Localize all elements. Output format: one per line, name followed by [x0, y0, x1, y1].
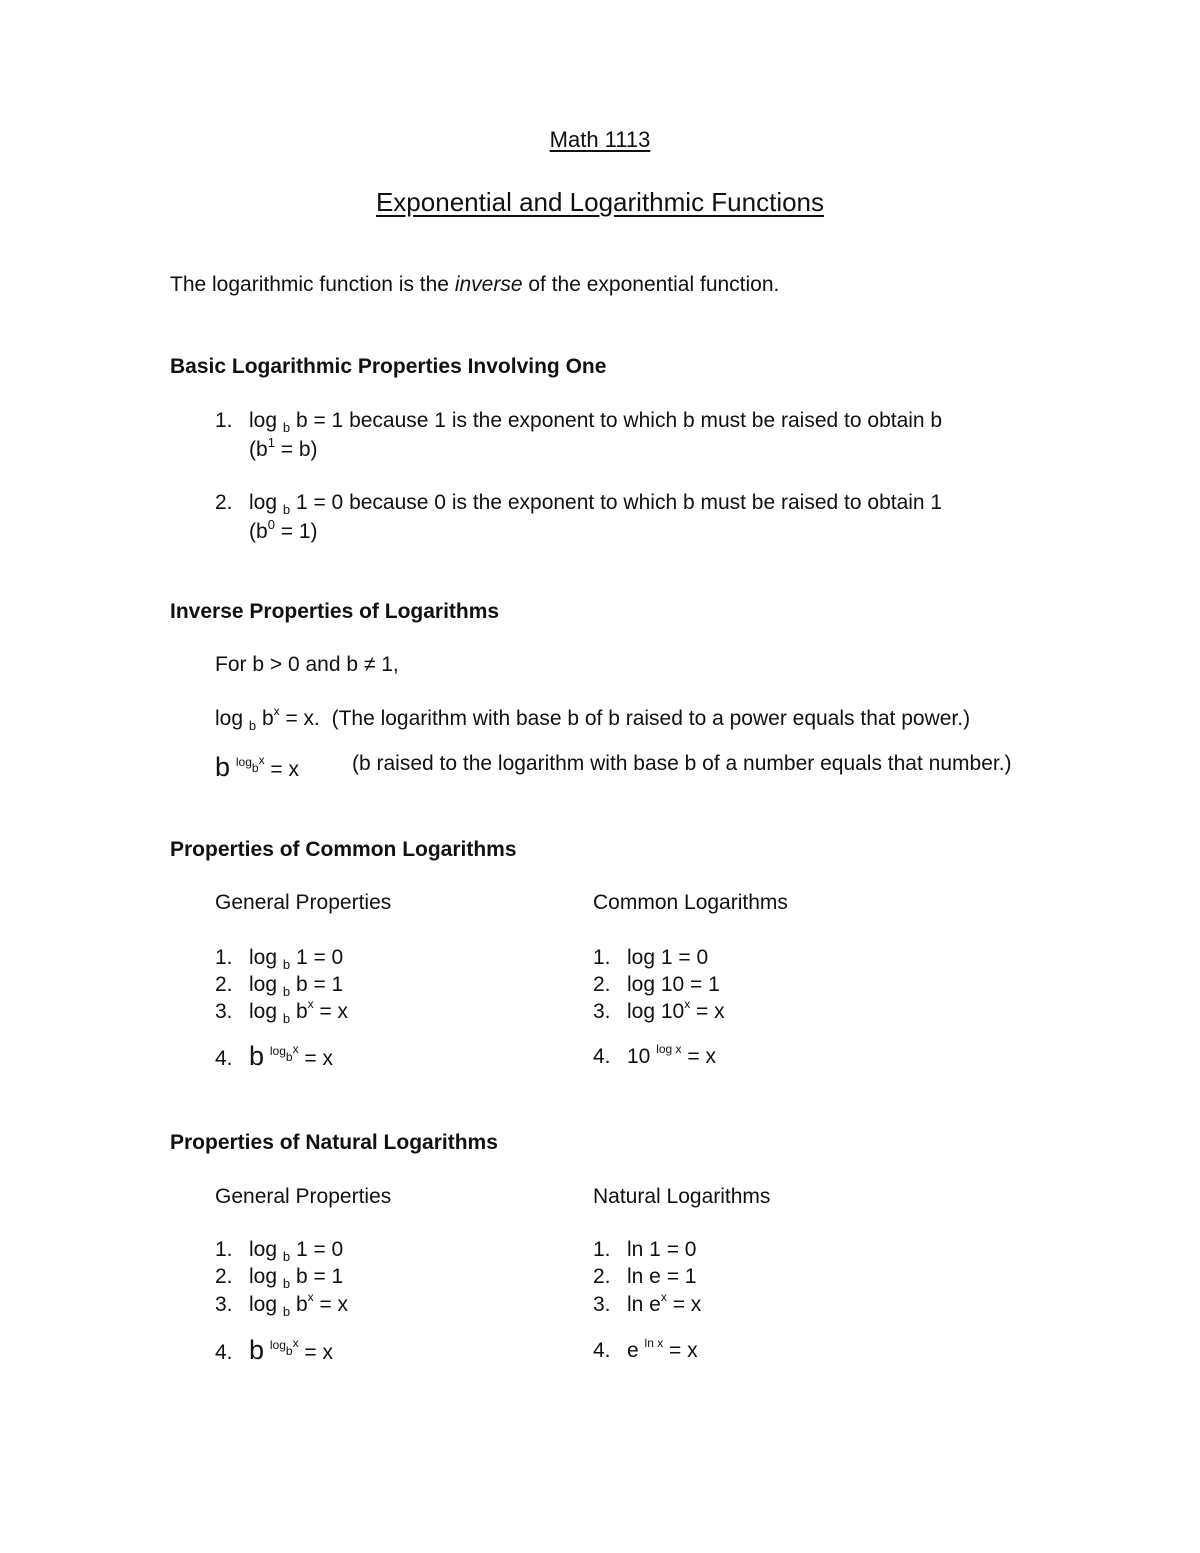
- item-number: 2.: [215, 491, 233, 514]
- natural-left-heading: General Properties: [215, 1185, 392, 1208]
- power-base: b: [249, 1041, 265, 1071]
- natural-log-item-1: [593, 1238, 696, 1262]
- common-general-item-3: [215, 997, 349, 1026]
- item-text: 1 = 0: [290, 1238, 344, 1261]
- log-label: log: [249, 973, 278, 996]
- natural-general-item-3: [215, 1290, 349, 1319]
- item-text: b = 1: [290, 973, 344, 996]
- section-heading-basic: Basic Logarithmic Properties Involving One: [170, 355, 607, 378]
- intro-text-end: of the exponential function.: [522, 273, 780, 296]
- common-log-item-3: [593, 997, 725, 1024]
- common-log-item-1: [593, 946, 708, 970]
- log-base: b: [282, 502, 291, 517]
- item-text: ln e: [627, 1293, 661, 1316]
- item-tail: = x: [313, 1000, 349, 1023]
- log-label: log: [249, 1000, 278, 1023]
- item-text: 10: [627, 1045, 651, 1068]
- section-heading-natural: Properties of Natural Logarithms: [170, 1131, 498, 1154]
- item-text: b: [290, 1000, 308, 1023]
- power-exponent: x: [273, 704, 280, 718]
- common-left-heading: General Properties: [215, 891, 392, 914]
- section-heading-common: Properties of Common Logarithms: [170, 838, 517, 861]
- exponent-log-base: b: [285, 1050, 293, 1064]
- common-general-item-1: [215, 946, 343, 970]
- item-number: 1.: [593, 1238, 611, 1261]
- exponent-x: x: [292, 1042, 299, 1056]
- item-number: 2.: [593, 973, 611, 996]
- log-label: log: [249, 946, 278, 969]
- item-number: 2.: [215, 973, 233, 996]
- item-number: 4.: [215, 1047, 233, 1070]
- item-number: 2.: [215, 1265, 233, 1288]
- item-tail: = x: [666, 1293, 702, 1316]
- log-label: log: [249, 491, 278, 514]
- item-number: 4.: [593, 1045, 611, 1068]
- basic-item-2-example: [249, 517, 318, 544]
- exponent-x: x: [292, 1336, 299, 1350]
- inverse-property-1: [215, 704, 971, 733]
- log-base: b: [282, 984, 291, 999]
- equation-result: = x: [298, 1047, 334, 1070]
- equation-result: = x.: [279, 707, 320, 730]
- item-number: 4.: [215, 1341, 233, 1364]
- exponent-x: x: [258, 753, 265, 767]
- item-text: log 1 = 0: [627, 946, 709, 969]
- basic-item-1-example: [249, 435, 318, 462]
- natural-log-item-4: [593, 1336, 698, 1363]
- common-general-item-4: [215, 1041, 333, 1072]
- example-result: = b): [274, 438, 318, 461]
- common-log-item-4: [593, 1042, 716, 1069]
- inverse-condition: For b > 0 and b ≠ 1,: [215, 653, 399, 676]
- item-tail: = x: [681, 1045, 716, 1068]
- natural-general-item-2: [215, 1265, 343, 1289]
- intro-text-start: The logarithmic function is the: [170, 273, 455, 296]
- item-exponent: x: [684, 997, 691, 1011]
- property-note: (The logarithm with base b of b raised to a power equals that power.): [331, 707, 971, 730]
- item-text: e: [627, 1339, 639, 1362]
- log-base: b: [282, 957, 291, 972]
- example-base: (b: [249, 438, 268, 461]
- equation-result: = x: [298, 1341, 334, 1364]
- item-exponent: x: [307, 1290, 314, 1304]
- item-text: log 10 = 1: [627, 973, 720, 996]
- item-tail: = x: [313, 1293, 349, 1316]
- common-log-item-2: [593, 973, 720, 997]
- item-text: ln 1 = 0: [627, 1238, 697, 1261]
- item-exponent: x: [660, 1290, 667, 1304]
- common-general-item-2: [215, 973, 343, 997]
- power-base: b: [249, 1335, 265, 1365]
- item-exponent: log x: [656, 1042, 682, 1056]
- item-text: 1 = 0 because 0 is the exponent to which b must be raised to obtain 1: [290, 491, 943, 514]
- item-exponent: x: [307, 997, 314, 1011]
- exponent-log: log: [269, 1044, 286, 1058]
- power-base: b: [256, 707, 274, 730]
- intro-emphasis: inverse: [454, 273, 523, 296]
- example-result: = 1): [274, 520, 318, 543]
- item-number: 2.: [593, 1265, 611, 1288]
- inverse-property-2: [215, 752, 299, 783]
- log-label: log: [249, 409, 278, 432]
- power-base: b: [215, 752, 231, 782]
- item-text: b = 1 because 1 is the exponent to which b must be raised to obtain b: [290, 409, 943, 432]
- item-number: 1.: [593, 946, 611, 969]
- item-number: 4.: [593, 1339, 611, 1362]
- item-tail: = x: [690, 1000, 725, 1023]
- exponent-log: log: [269, 1338, 286, 1352]
- log-label: log: [215, 707, 244, 730]
- item-tail: = x: [663, 1339, 698, 1362]
- exponent-log-base: b: [251, 761, 259, 775]
- example-base: (b: [249, 520, 268, 543]
- log-label: log: [249, 1293, 278, 1316]
- natural-general-item-4: [215, 1335, 333, 1366]
- basic-item-2: [215, 491, 942, 515]
- item-number: 3.: [593, 1000, 611, 1023]
- item-text: log 10: [627, 1000, 685, 1023]
- log-base: b: [282, 1249, 291, 1264]
- log-base: b: [248, 718, 257, 733]
- inverse-property-2-note: (b raised to the logarithm with base b of a number equals that number.): [352, 752, 1012, 775]
- item-text: 1 = 0: [290, 946, 344, 969]
- natural-log-item-2: [593, 1265, 696, 1289]
- log-label: log: [249, 1265, 278, 1288]
- natural-log-item-3: [593, 1290, 702, 1317]
- item-text: b: [290, 1293, 308, 1316]
- item-text: b = 1: [290, 1265, 344, 1288]
- example-exponent: 1: [267, 435, 275, 450]
- basic-item-1: [215, 409, 942, 433]
- natural-right-heading: Natural Logarithms: [593, 1185, 771, 1208]
- log-base: b: [282, 1304, 291, 1319]
- item-number: 1.: [215, 946, 233, 969]
- page-title: Exponential and Logarithmic Functions: [375, 187, 825, 217]
- log-label: log: [249, 1238, 278, 1261]
- log-base: b: [282, 1276, 291, 1291]
- natural-general-item-1: [215, 1238, 343, 1262]
- item-exponent: ln x: [644, 1336, 664, 1350]
- common-right-heading: Common Logarithms: [593, 891, 788, 914]
- log-base: b: [282, 420, 291, 435]
- exponent-log-base: b: [285, 1344, 293, 1358]
- item-number: 3.: [215, 1293, 233, 1316]
- item-number: 3.: [215, 1000, 233, 1023]
- intro-sentence: [170, 273, 779, 297]
- example-exponent: 0: [267, 517, 275, 532]
- item-number: 3.: [593, 1293, 611, 1316]
- exponent-log: log: [235, 755, 252, 769]
- section-heading-inverse: Inverse Properties of Logarithms: [170, 600, 500, 623]
- log-base: b: [282, 1011, 291, 1026]
- item-number: 1.: [215, 1238, 233, 1261]
- equation-result: = x: [264, 758, 300, 781]
- course-title: Math 1113: [549, 127, 651, 152]
- item-number: 1.: [215, 409, 233, 432]
- item-text: ln e = 1: [627, 1265, 697, 1288]
